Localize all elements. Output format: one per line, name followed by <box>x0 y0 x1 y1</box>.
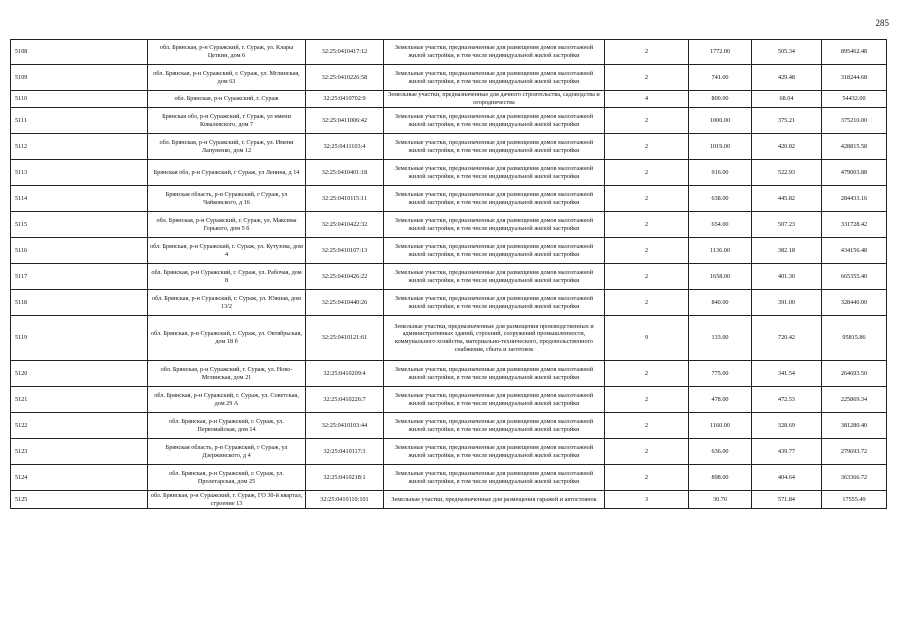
area-cell: 1136.00 <box>689 238 752 264</box>
address-cell: обл. Брянская, р-н Суражский, г. Сураж, ул. Пролетарская, дом 25 <box>148 465 306 491</box>
cadastral-number-cell: 32:25:0410117:3 <box>306 439 384 465</box>
cadastral-number-cell: 32:25:0410401:18 <box>306 160 384 186</box>
area-cell: 1658.00 <box>689 264 752 290</box>
cadastral-value-cell: 895462.48 <box>822 40 887 65</box>
address-cell: обл. Брянская, р-н Суражский, г. Сураж, ул. Клары Цеткин, дом 6 <box>148 40 306 65</box>
area-cell: 898.00 <box>689 465 752 491</box>
cadastral-number-cell: 32:25:0410226:7 <box>306 387 384 413</box>
use-group-cell: 3 <box>605 491 689 509</box>
row-number: 5112 <box>11 134 148 160</box>
specific-value-cell: 445.82 <box>752 186 822 212</box>
use-group-cell: 2 <box>605 439 689 465</box>
table-row <box>11 290 887 316</box>
address-cell: обл. Брянская, р-н Суражский, г. Сураж <box>148 91 306 108</box>
cadastral-value-cell: 665355.40 <box>822 264 887 290</box>
specific-value-cell: 720.42 <box>752 316 822 361</box>
land-use-cell: Земельные участки, предназначенные для размещения домов малоэтажной жилой застройки, в том числе индивидуальной жилой застройки <box>384 108 605 134</box>
area-cell: 916.00 <box>689 160 752 186</box>
table-row <box>11 65 887 91</box>
use-group-cell: 2 <box>605 238 689 264</box>
use-group-cell: 2 <box>605 264 689 290</box>
table-row <box>11 264 887 290</box>
cadastral-number-cell: 32:25:0410115:11 <box>306 186 384 212</box>
cadastral-value-cell: 318244.68 <box>822 65 887 91</box>
cadastral-value-cell: 381280.40 <box>822 413 887 439</box>
land-use-cell: Земельные участки, предназначенные для размещения домов малоэтажной жилой застройки, в том числе индивидуальной жилой застройки <box>384 361 605 387</box>
use-group-cell: 2 <box>605 65 689 91</box>
address-cell: Брянская обл, р-н Суражский, г Сураж, ул имени Ковалевского, дом 7 <box>148 108 306 134</box>
row-number: 5115 <box>11 212 148 238</box>
specific-value-cell: 401.30 <box>752 264 822 290</box>
area-cell: 654.00 <box>689 212 752 238</box>
table-row <box>11 413 887 439</box>
address-cell: обл. Брянская, р-н Суражский, г. Сураж, ул. Южная, дом 13/2 <box>148 290 306 316</box>
use-group-cell: 2 <box>605 160 689 186</box>
row-number: 5121 <box>11 387 148 413</box>
area-cell: 840.00 <box>689 290 752 316</box>
use-group-cell: 2 <box>605 186 689 212</box>
specific-value-cell: 382.18 <box>752 238 822 264</box>
land-use-cell: Земельные участки, предназначенные для размещения домов малоэтажной жилой застройки, в том числе индивидуальной жилой застройки <box>384 134 605 160</box>
use-group-cell: 2 <box>605 134 689 160</box>
row-number: 5125 <box>11 491 148 509</box>
cadastral-value-cell: 17555.49 <box>822 491 887 509</box>
land-use-cell: Земельные участки, предназначенные для размещения домов малоэтажной жилой застройки, в том числе индивидуальной жилой застройки <box>384 439 605 465</box>
specific-value-cell: 439.77 <box>752 439 822 465</box>
specific-value-cell: 68.04 <box>752 91 822 108</box>
cadastral-value-cell: 331728.42 <box>822 212 887 238</box>
address-cell: обл. Брянская, р-н Суражский, г. Сураж, ул. Мглинская, дом 63 <box>148 65 306 91</box>
table-row <box>11 465 887 491</box>
area-cell: 638.00 <box>689 186 752 212</box>
cadastral-number-cell: 32:25:0410121:61 <box>306 316 384 361</box>
page-number: 285 <box>875 18 889 28</box>
land-use-cell: Земельные участки, предназначенные для размещения домов малоэтажной жилой застройки, в том числе индивидуальной жилой застройки <box>384 387 605 413</box>
row-number: 5120 <box>11 361 148 387</box>
row-number: 5109 <box>11 65 148 91</box>
row-number: 5116 <box>11 238 148 264</box>
specific-value-cell: 429.48 <box>752 65 822 91</box>
table-row <box>11 186 887 212</box>
land-use-cell: Земельные участки, предназначенные для размещения домов малоэтажной жилой застройки, в том числе индивидуальной жилой застройки <box>384 238 605 264</box>
row-number: 5110 <box>11 91 148 108</box>
area-cell: 133.00 <box>689 316 752 361</box>
cadastral-value-cell: 428815.58 <box>822 134 887 160</box>
land-use-cell: Земельные участки, предназначенные для размещения домов малоэтажной жилой застройки, в том числе индивидуальной жилой застройки <box>384 65 605 91</box>
address-cell: обл. Брянская, р-н Суражский, г. Сураж, ул. Кутузова, дом 4 <box>148 238 306 264</box>
cadastral-number-cell: 32:25:0410422:32 <box>306 212 384 238</box>
specific-value-cell: 375.21 <box>752 108 822 134</box>
row-number: 5108 <box>11 40 148 65</box>
row-number: 5119 <box>11 316 148 361</box>
specific-value-cell: 472.53 <box>752 387 822 413</box>
use-group-cell: 2 <box>605 413 689 439</box>
row-number: 5118 <box>11 290 148 316</box>
area-cell: 30.70 <box>689 491 752 509</box>
cadastral-value-cell: 279693.72 <box>822 439 887 465</box>
address-cell: обл. Брянская, р-н Суражский, г. Сураж, ул. Имени Лапуненко, дом 12 <box>148 134 306 160</box>
specific-value-cell: 341.54 <box>752 361 822 387</box>
cadastral-number-cell: 32:25:0410110:101 <box>306 491 384 509</box>
address-cell: Брянская область, р-н Суражский, г Сураж, ул Дзержинского, д 4 <box>148 439 306 465</box>
use-group-cell: 9 <box>605 316 689 361</box>
cadastral-number-cell: 32:25:0411103:4 <box>306 134 384 160</box>
land-use-cell: Земельные участки, предназначенные для размещения домов малоэтажной жилой застройки, в том числе индивидуальной жилой застройки <box>384 212 605 238</box>
row-number: 5122 <box>11 413 148 439</box>
row-number: 5111 <box>11 108 148 134</box>
address-cell: обл. Брянская, р-н Суражский, г. Сураж, ул. Октябрьская, дом 18 б <box>148 316 306 361</box>
cadastral-value-cell: 284433.16 <box>822 186 887 212</box>
table-body <box>11 40 887 509</box>
row-number: 5114 <box>11 186 148 212</box>
cadastral-number-cell: 32:25:0410218:1 <box>306 465 384 491</box>
specific-value-cell: 420.82 <box>752 134 822 160</box>
table-row <box>11 361 887 387</box>
land-use-cell: Земельные участки, предназначенные для размещения гаражей и автостоянок <box>384 491 605 509</box>
use-group-cell: 2 <box>605 108 689 134</box>
specific-value-cell: 571.84 <box>752 491 822 509</box>
specific-value-cell: 522.93 <box>752 160 822 186</box>
table-row <box>11 134 887 160</box>
cadastral-number-cell: 32:25:0410417:12 <box>306 40 384 65</box>
use-group-cell: 2 <box>605 465 689 491</box>
land-use-cell: Земельные участки, предназначенные для размещения домов малоэтажной жилой застройки, в том числе индивидуальной жилой застройки <box>384 160 605 186</box>
cadastral-number-cell: 32:25:0410107:13 <box>306 238 384 264</box>
area-cell: 775.00 <box>689 361 752 387</box>
use-group-cell: 2 <box>605 387 689 413</box>
cadastral-number-cell: 32:25:0410426:22 <box>306 264 384 290</box>
cadastral-number-cell: 32:25:0410702:9 <box>306 91 384 108</box>
land-use-cell: Земельные участки, предназначенные для размещения домов малоэтажной жилой застройки, в том числе индивидуальной жилой застройки <box>384 413 605 439</box>
area-cell: 1772.00 <box>689 40 752 65</box>
address-cell: Брянская область, р-н Суражский, г Сураж, ул Чайковского, д 16 <box>148 186 306 212</box>
table-row <box>11 91 887 108</box>
use-group-cell: 2 <box>605 361 689 387</box>
address-cell: обл. Брянская, р-н Суражский, г. Сураж, ул. Ново-Мглинская, дом 21 <box>148 361 306 387</box>
cadastral-value-cell: 375210.00 <box>822 108 887 134</box>
cadastral-value-table <box>10 39 887 509</box>
cadastral-value-cell: 225869.34 <box>822 387 887 413</box>
area-cell: 1000.00 <box>689 108 752 134</box>
use-group-cell: 2 <box>605 290 689 316</box>
land-use-cell: Земельные участки, предназначенные для дачного строительства, садоводства и огородничества <box>384 91 605 108</box>
area-cell: 478.00 <box>689 387 752 413</box>
land-use-cell: Земельные участки, предназначенные для размещения производственных и административных зданий, строений, сооружений промышленности, коммунального хозяйства, материально-технического, продовольственного снабжения, сбыта и заготовок <box>384 316 605 361</box>
table-row <box>11 491 887 509</box>
area-cell: 636.00 <box>689 439 752 465</box>
table-row <box>11 238 887 264</box>
cadastral-value-cell: 264693.50 <box>822 361 887 387</box>
address-cell: обл. Брянская, р-н Суражский, г. Сураж, ул. Советская, дом 29 А <box>148 387 306 413</box>
specific-value-cell: 507.23 <box>752 212 822 238</box>
specific-value-cell: 328.69 <box>752 413 822 439</box>
cadastral-value-cell: 434156.48 <box>822 238 887 264</box>
cadastral-value-cell: 95815.86 <box>822 316 887 361</box>
cadastral-number-cell: 32:25:0411006:42 <box>306 108 384 134</box>
area-cell: 800.00 <box>689 91 752 108</box>
area-cell: 1019.00 <box>689 134 752 160</box>
specific-value-cell: 505.34 <box>752 40 822 65</box>
specific-value-cell: 404.64 <box>752 465 822 491</box>
address-cell: обл. Брянская, р-н Суражский, г. Сураж, ГО 30-й квартал, строение 13 <box>148 491 306 509</box>
table-row <box>11 40 887 65</box>
specific-value-cell: 391.00 <box>752 290 822 316</box>
row-number: 5123 <box>11 439 148 465</box>
cadastral-number-cell: 32:25:0410440:26 <box>306 290 384 316</box>
area-cell: 741.00 <box>689 65 752 91</box>
address-cell: обл. Брянская, р-н Суражский, г. Сураж, ул. Первомайская, дом 14 <box>148 413 306 439</box>
cadastral-value-cell: 54432.00 <box>822 91 887 108</box>
address-cell: Брянская обл, р-н Суражский, г Сураж, ул Ленина, д 14 <box>148 160 306 186</box>
address-cell: обл. Брянская, р-н Суражский, г. Сураж, ул. Рабочая, дом 8 <box>148 264 306 290</box>
land-use-cell: Земельные участки, предназначенные для размещения домов малоэтажной жилой застройки, в том числе индивидуальной жилой застройки <box>384 264 605 290</box>
row-number: 5113 <box>11 160 148 186</box>
row-number: 5117 <box>11 264 148 290</box>
use-group-cell: 2 <box>605 212 689 238</box>
use-group-cell: 4 <box>605 91 689 108</box>
cadastral-number-cell: 32:25:0410103:44 <box>306 413 384 439</box>
table-row <box>11 108 887 134</box>
table-row <box>11 212 887 238</box>
use-group-cell: 2 <box>605 40 689 65</box>
land-use-cell: Земельные участки, предназначенные для размещения домов малоэтажной жилой застройки, в том числе индивидуальной жилой застройки <box>384 465 605 491</box>
cadastral-value-cell: 479003.88 <box>822 160 887 186</box>
address-cell: обл. Брянская, р-н Суражский, г. Сураж, ул. Максима Горького, дом 5 б <box>148 212 306 238</box>
row-number: 5124 <box>11 465 148 491</box>
table-row <box>11 439 887 465</box>
cadastral-value-cell: 328440.00 <box>822 290 887 316</box>
land-use-cell: Земельные участки, предназначенные для размещения домов малоэтажной жилой застройки, в том числе индивидуальной жилой застройки <box>384 40 605 65</box>
cadastral-number-cell: 32:25:0410226:58 <box>306 65 384 91</box>
table-row <box>11 160 887 186</box>
land-use-cell: Земельные участки, предназначенные для размещения домов малоэтажной жилой застройки, в том числе индивидуальной жилой застройки <box>384 186 605 212</box>
cadastral-value-cell: 363366.72 <box>822 465 887 491</box>
table-row <box>11 387 887 413</box>
cadastral-number-cell: 32:25:0410209:4 <box>306 361 384 387</box>
table-row <box>11 316 887 361</box>
area-cell: 1160.00 <box>689 413 752 439</box>
land-use-cell: Земельные участки, предназначенные для размещения домов малоэтажной жилой застройки, в том числе индивидуальной жилой застройки <box>384 290 605 316</box>
